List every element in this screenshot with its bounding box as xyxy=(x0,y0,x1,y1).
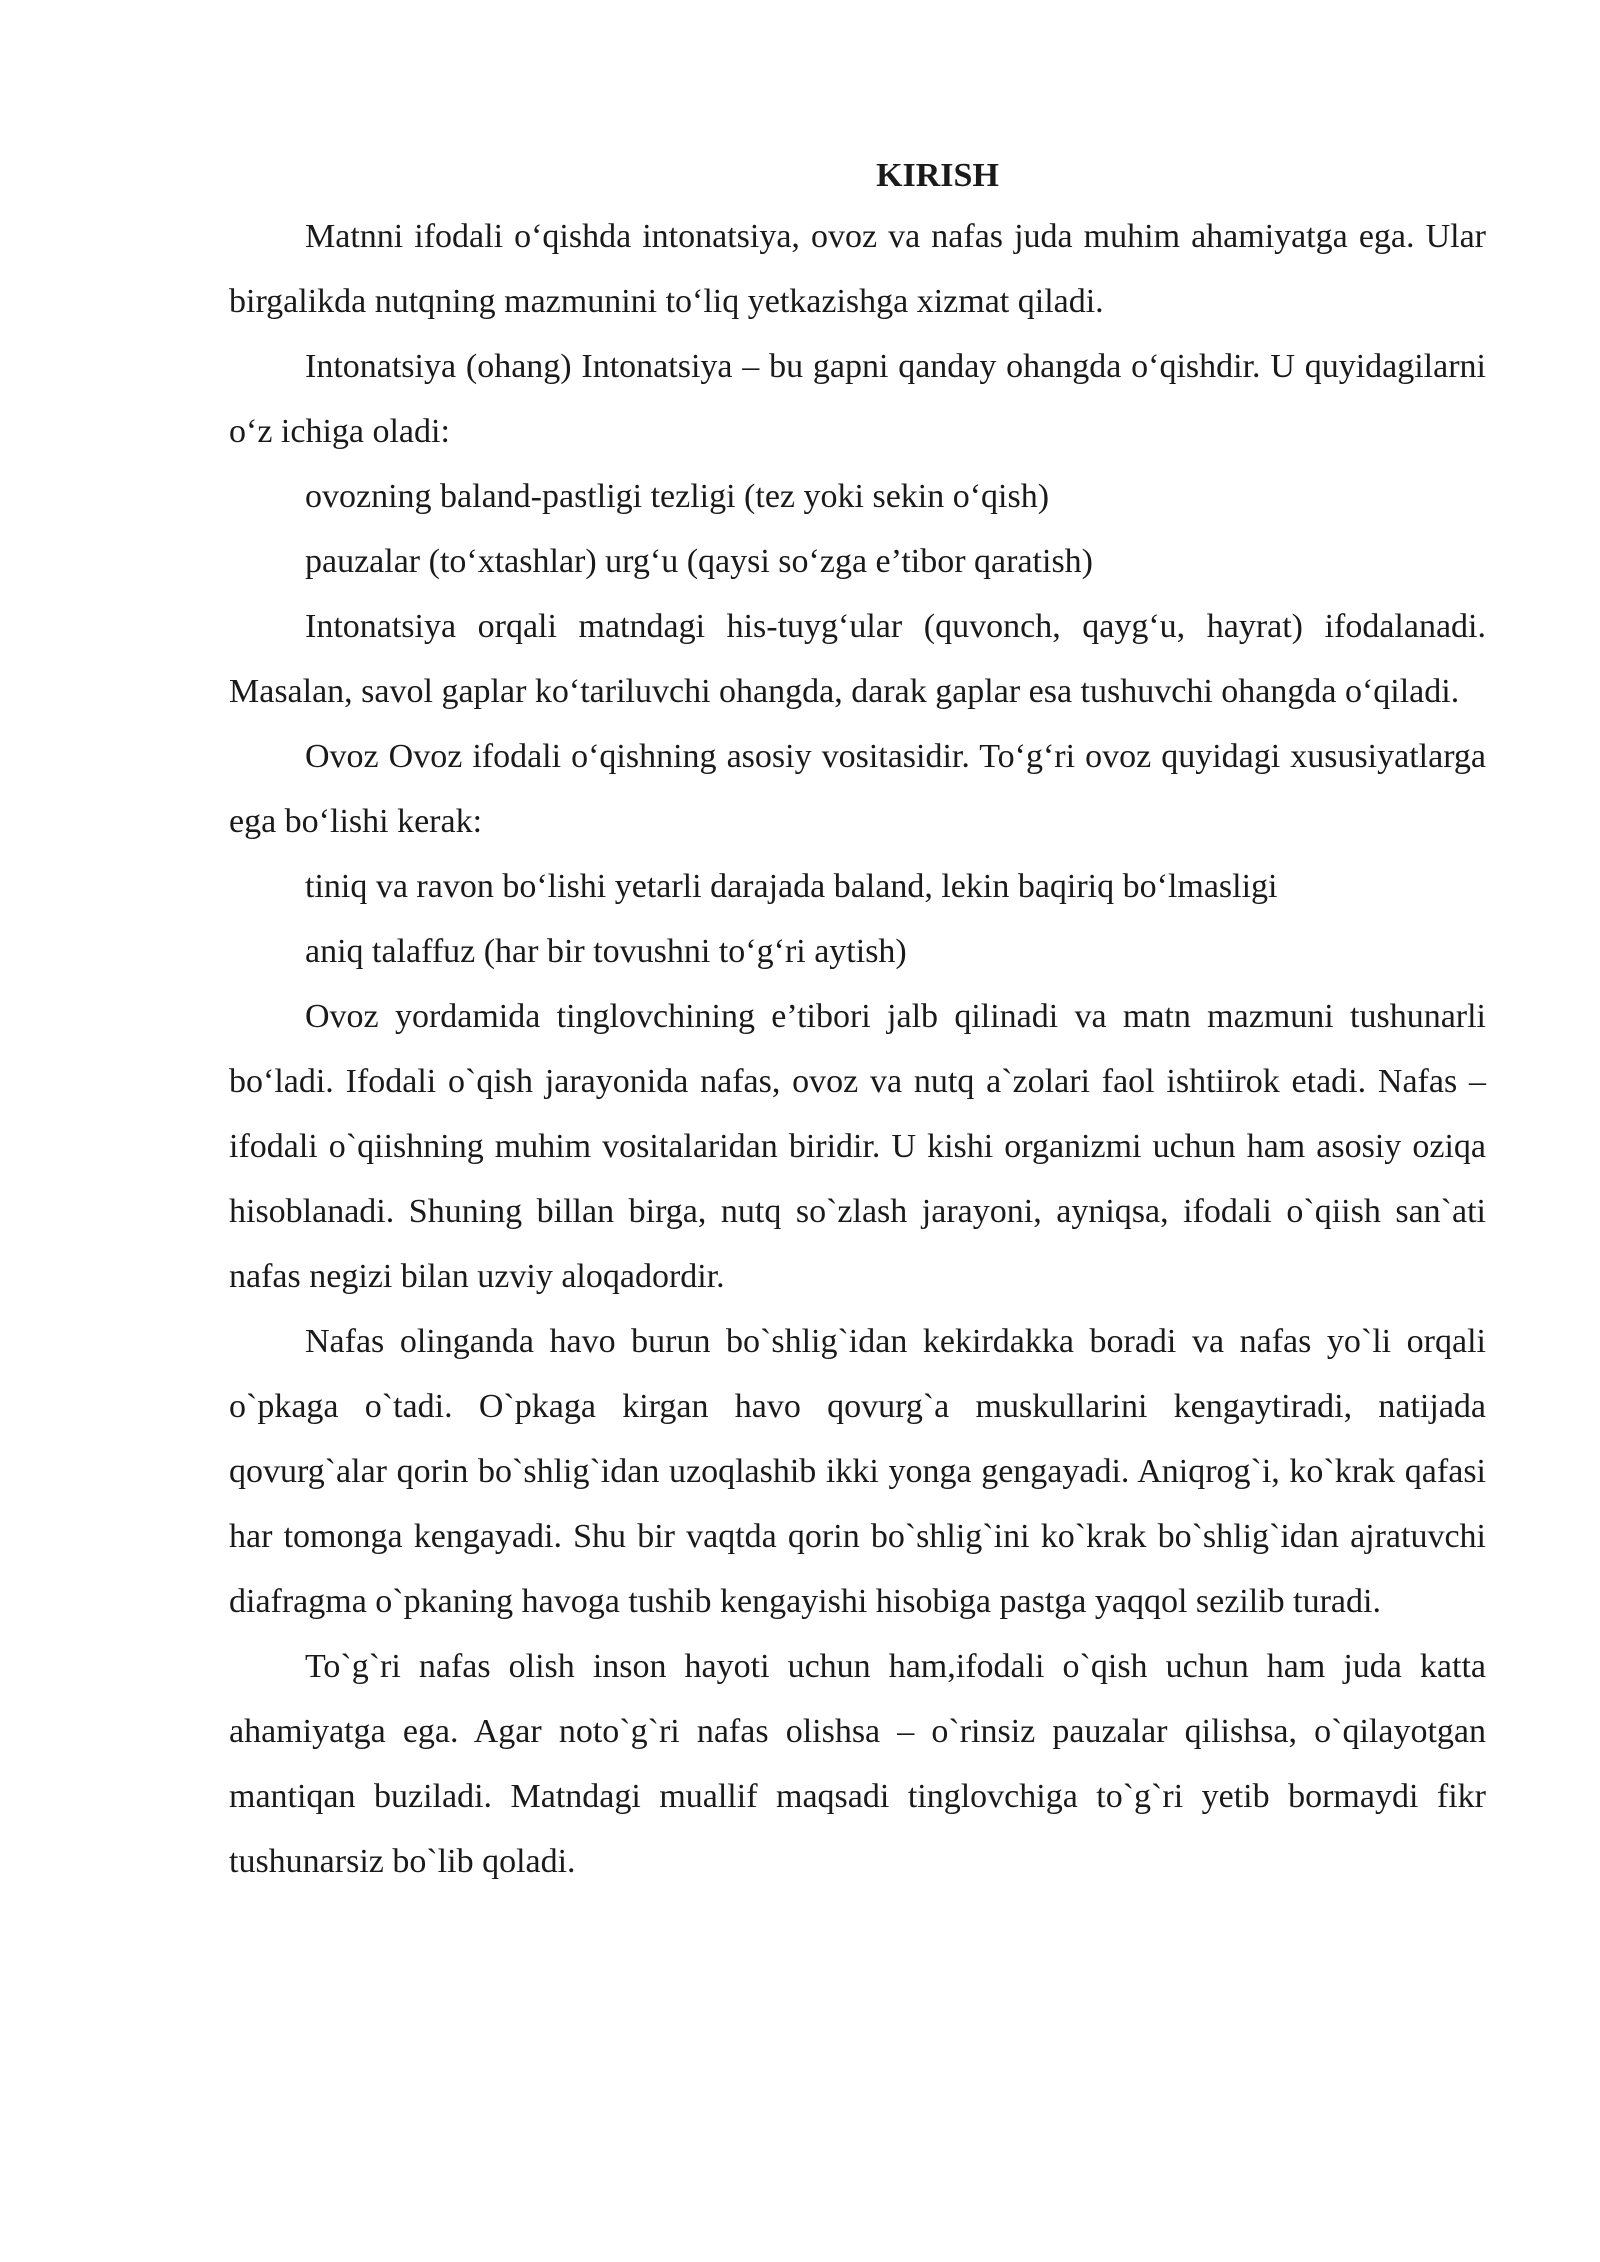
list-item: tiniq va ravon bo‘lishi yetarli darajada baland, lekin baqiriq bo‘lmasligi xyxy=(305,868,1278,905)
paragraph: Ovoz Ovoz ifodali o‘qishning asosiy vositasidir. To‘g‘ri ovoz quyidagi xususiyatlarga ega bo‘lishi kerak: xyxy=(229,738,1486,840)
paragraph: Intonatsiya (ohang) Intonatsiya – bu gapni qanday ohangda o‘qishdir. U quyidagilarni o‘z ichiga oladi: xyxy=(229,348,1486,450)
document-page xyxy=(229,148,1486,1894)
list-item: pauzalar (to‘xtashlar) urg‘u (qaysi so‘zga e’tibor qaratish) xyxy=(305,543,1093,580)
list-item: aniq talaffuz (har bir tovushni to‘g‘ri aytish) xyxy=(305,933,907,970)
list-item: ovozning baland-pastligi tezligi (tez yoki sekin o‘qish) xyxy=(305,478,1050,515)
paragraph: Intonatsiya orqali matndagi his-tuyg‘ular (quvonch, qayg‘u, hayrat) ifodalanadi. Masalan, savol gaplar ko‘tariluvchi ohangda, darak gaplar esa tushuvchi ohangda o‘qiladi. xyxy=(229,608,1486,710)
paragraph: Matnni ifodali o‘qishda intonatsiya, ovoz va nafas juda muhim ahamiyatga ega. Ular birgalikda nutqning mazmunini to‘liq yetkazishga xizmat qiladi. xyxy=(229,218,1486,320)
paragraph: Ovoz yordamida tinglovchining e’tibori jalb qilinadi va matn mazmuni tushunarli bo‘ladi. Ifodali o`qish jarayonida nafas, ovoz va nutq a`zolari faol ishtiirok etadi. Nafas – ifodali o`qiishning muhim vositalaridan biridir. U kishi organizmi uchun ham asosiy oziqa hisoblanadi. Shuning billan birga, nutq so`zlash jarayoni, ayniqsa, ifodali o`qiish san`ati nafas negizi bilan uzviy aloqadordir. xyxy=(229,998,1486,1295)
paragraph: Nafas olinganda havo burun bo`shlig`idan kekirdakka boradi va nafas yo`li orqali o`pkaga o`tadi. O`pkaga kirgan havo qovurg`a muskullarini kengaytiradi, natijada qovurg`alar qorin bo`shlig`idan uzoqlashib ikki yonga gengayadi. Aniqrog`i, ko`krak qafasi har tomonga kengayadi. Shu bir vaqtda qorin bo`shlig`ini ko`krak bo`shlig`idan ajratuvchi diafragma o`pkaning havoga tushib kengayishi hisobiga pastga yaqqol sezilib turadi. xyxy=(229,1323,1486,1620)
paragraph: To`g`ri nafas olish inson hayoti uchun ham,ifodali o`qish uchun ham juda katta ahamiyatga ega. Agar noto`g`ri nafas olishsa – o`rinsiz pauzalar qilishsa, o`qilayotgan mantiqan buziladi. Matndagi muallif maqsadi tinglovchiga to`g`ri yetib bormaydi fikr tushunarsiz bo`lib qoladi. xyxy=(229,1648,1486,1880)
section-heading: KIRISH xyxy=(876,157,999,194)
